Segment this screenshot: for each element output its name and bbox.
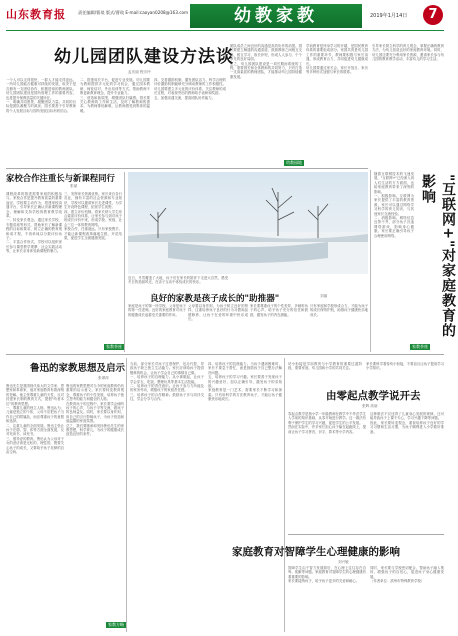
photo-article-byline: 刘丽: [320, 294, 328, 298]
middle-article-col-2: 四、培养孩子的抗挫能力。当孩子遇到困难时，家长不要急于帮忙，而是鼓励孩子自己想办法解决问题。 五、培养孩子的学习兴趣。家长要善于发现孩子的兴趣爱好，加以正确引导，激发孩子的求知欲。 家庭教育是一门艺术，需要家长不断学习和探索。只有用科学的方法教育孩子，才能让孩子健康快乐地成长。: [208, 362, 282, 402]
tag-kindergarten: 幼教园地: [286, 160, 302, 165]
main-article-title: 幼儿园团队建设方法谈: [54, 47, 234, 67]
main-article-col-2: 二、搭建成长平台，促进专业发展。幼儿园要为教师提供多元化的学习机会，通过园本教研、师徒结对、外出培训等方式，帮助教师不断更新教育理念，提升专业能力。 三、营造和谐氛围，增强团队归属感。园长要关心教师的工作和生活，及时了解教师的需求，为教师排忧解难，让教师感受到集体的温暖。: [80, 78, 150, 113]
internet-article-title: "互联网+"对家庭教育的影响: [420, 174, 456, 339]
cooperation-article-title: 家校合作注重长与新课程同行: [6, 173, 115, 183]
section-divider-3: [288, 534, 444, 535]
psychology-article-byline: 刘兴敏: [338, 560, 349, 564]
luxun-col-2: 鲁迅的家教思想对当今的家庭教育仍有重要的启示意义。家长要转变教育观念，尊重孩子的个性发展，培养孩子独立思考的能力和健全的人格。 在教育孩子的过程中，家长要学会倾听孩子的心声，与孩子平等交流，做孩子的良师益友。同时，家长要以身作则，用自己的言行影响孩子，为孩子营造和谐温馨的家庭氛围。 总之，我们要继承和发扬鲁迅先生的家教思想，科学育儿，为孩子的健康成长创造良好的条件。: [66, 384, 124, 437]
psychology-col-1: 智障学生由于智力发展滞后，在心理上往往存在自卑、孤僻等问题。家庭教育对智障学生的心理健康有着重要的影响。 家长要接纳孩子，给予孩子更多的关爱和耐心。: [288, 566, 366, 584]
main-article-col-1: 一个人可以走得很快，一群人才能走得更远。一所幼儿园能否健康可持续的发展，取决于是否拥有一支团结协作、积极进取的教师团队。幼儿园团队建设是园所管理工作的重要内容，也是提升保教质量的关键所在。 一、明确共同愿景，凝聚团队力量。共同的目标是团队凝聚力的源泉，园长要善于引导教师将个人发展目标与园所发展目标有机结合。: [6, 78, 76, 113]
middle-article-col-1: 当前，部分家长对孩子过度保护，包办代替，导致孩子缺乏独立生活能力。家长应该给孩子提供锻炼的机会，让孩子学会自己的事情自己做。 一、培养孩子的自理能力。从小事做起，让孩子学会穿衣、吃饭、整理玩具等基本生活技能。 二、培养孩子的责任意识。让孩子参与力所能及的家务劳动，增强孩子的家庭责任感。 三、培养孩子的合作精神。鼓励孩子多与同伴交往，学会分享与合作。: [130, 362, 204, 402]
right-top-text-2: 家长要科学看待幼小衔接，不要盲目让孩子提前学习小学知识。: [366, 362, 444, 371]
photo-article-col-4: 只有家庭和学校形成合力，才能为孩子的成长保驾护航，助推孩子健康快乐地成长。: [310, 304, 368, 317]
section-divider-1: [6, 168, 368, 169]
section-banner: 幼教家教: [190, 4, 362, 28]
photo-article-col-2: 父母要以身作则，为孩子树立良好的榜样，注重培养孩子良好的行为习惯和品德修养，让孩子在爱的环境中快乐成长。: [188, 304, 248, 322]
cooperation-article-byline: 张斌: [70, 184, 78, 188]
editor-line: 责任编辑/曹琰 版式/曹琰 E-mail:caoyan0208@163.com: [78, 10, 189, 15]
psychology-article-title: 家庭教育对智障学生心理健康的影响: [232, 546, 400, 558]
photo-article-col-1: 家庭是孩子的第一所学校，父母是孩子的第一任老师。良好的家庭教育对孩子的健康成长起着至关重要的作用。: [128, 304, 186, 317]
starting-point-title: 由零起点教学说开去: [326, 390, 421, 402]
tag-family-method: 家教方略: [108, 622, 124, 627]
main-article-col-4: 团队成员之间良好的沟通是高效协作的前提。园长要建立畅通的沟通渠道，鼓励教师之间相互交流、相互学习、取长补短，形成人人参与、个个争先的良好局面。 总之，幼儿园团队建设是一项长期而系统的工程，需要园长和全体教师的共同努力，只有打造一支高素质的教师团队，才能推动幼儿园持续健康发展。: [230, 44, 302, 79]
header-rule: [6, 30, 444, 31]
issue-date: 2019年1月14日: [370, 13, 408, 19]
right-top-text: 幼小衔接是学前教育与小学教育的重要过渡阶段，需要家庭、幼儿园和小学的共同关注。: [288, 362, 362, 371]
side-article-col-2: 引导家长树立科学的育儿观念，掌握正确的教育方法，为幼儿营造良好的家庭教育环境。同时，幼儿园还要充分利用家长资源，邀请家长参与幼儿园的教育教学活动，丰富幼儿的学习生活。: [372, 44, 444, 62]
starting-point-col-2: 这种做法不仅违背了儿童身心发展的规律，还可能导致孩子上课不专心、学习兴趣下降等问题。 因此，家长要转变观念，重视培养孩子良好的学习习惯和生活习惯，为孩子顺利进入小学做好准备。: [370, 412, 444, 434]
cooperation-col-2: 三、发挥家长资源优势。家长来自各行各业，拥有丰富的社会资源和专业知识，学校可以邀请家长走进课堂，为学生开设特色课程，拓宽学生视野。 四、建立评价机制。将家长纳入学生综合素质评价体系，让家长参与到对孩子的成长评价中来，形成学校、家庭、社会三位一体的教育网络。 家校合作，任重道远。只有家校携手，才能让新课程改革落地生根，开花结果，促进学生全面健康发展。: [64, 192, 122, 241]
winter-landscape-photo: [128, 172, 368, 274]
luxun-article-title: 鲁迅的家教思想及启示: [30, 363, 126, 374]
tag-family-tea: 家教茶座: [106, 344, 122, 349]
photo-caption: 近日，冬雪覆盖了大地，孩子们在家长的陪伴下走进大自然，感受冬日的美丽风光，在亲子互动中体验成长的快乐。: [128, 276, 228, 285]
main-article-byline: 孟庆丽 程宗玲: [128, 70, 151, 74]
starting-point-byline: 张辉 高朋: [362, 404, 378, 408]
starting-point-col-1: 零起点教学是指小学一年级教师在教学中不考虑学生入学前的知识基础，从零开始进行教学。这一做法有利于保护学生的学习兴趣，促进学生的公平发展。 然而在实际中，许多家长担心孩子输在起跑线上，提前让孩子学习拼音、识字、算术等小学内容。: [288, 412, 366, 434]
photo-article-col-3: 家长要尊重孩子的个性差异，多倾听孩子的心声，给予孩子充分的信任和鼓励，激发孩子的内在潜能。: [250, 304, 308, 317]
side-article-col-1: 学前教育是终身学习的开端，是国民教育体系的重要组成部分。家园共育是幼儿园工作的重要环节，教师要积极与家长沟通，形成教育合力，共同促进幼儿健康成长。 幼儿园要通过家长会、家长开放日、家访等多种形式加强与家长的联系。: [306, 44, 368, 75]
luxun-article-byline: 张翠萍: [98, 376, 109, 380]
newspaper-logo: 山东教育报: [6, 9, 66, 21]
main-article-col-3: 四、完善激励机制，激发团队活力。科学合理的评价激励机制能够充分调动教师的工作积极性。幼儿园要建立多元化的评价体系，关注教师的成长过程，对表现突出的教师给予表彰和奖励。 五、加强沟通交流，提高团队协作能力。: [154, 78, 226, 100]
photo-article-title: 良好的家教是孩子成长的"助推器": [150, 294, 280, 304]
psychology-col-2: 同时，家长要与学校密切配合，帮助孩子融入集体，增强孩子的自信心，促进孩子身心健康发展。 （作者单位：滨州市特殊教育学校）: [370, 566, 444, 584]
column-rule-2: [370, 170, 371, 352]
luxun-col-1: 鲁迅先生是我国现代伟大的文学家、思想家和革命家，他对家庭教育有着深刻的见解。他主张尊重儿童的天性，反对封建家长制的教育方式，提倡"幼者本位"的教育思想。 一、尊重儿童的独立人格。鲁迅认为，儿童是独立的个体，父母不应把孩子当作自己的附属品，而应尊重孩子的意愿和选择。 二、注重儿童的全面发展。鲁迅主张让孩子在德、智、体等方面全面发展，反对死读书、读死书。 三、倡导爱的教育。鲁迅认为父母对子女的爱应该是无私的、理性的，既要关心孩子的成长，又要给予孩子足够的自由空间。: [6, 384, 64, 455]
tag-internet: 家教茶座: [412, 344, 428, 349]
column-rule-1: [124, 172, 125, 352]
cooperation-col-1: 课程改革的推进需要家庭的积极参与。家校合作是提升教育质量的重要途径，学校要主动作为，搭建家校沟通平台，引导家长正确认识新课程理念，理解和支持学校的教育教学改革。 一、转变家长观念。通过家长学校、专题讲座等形式，帮助家长了解新课程的目标和要求，树立正确的教育观和成才观，不再单纯以分数评价孩子。 二、丰富合作形式。学校可以组织家长参与课堂教学观摩、社会实践活动等，让家长亲身体验新课程的魅力。: [6, 192, 62, 254]
page-number: 7: [423, 5, 443, 25]
column-rule-4: [284, 358, 285, 632]
internet-article-col-1: 随着互联网技术的飞速发展，"互联网+"已经深入到人们生活的方方面面，也给家庭教育带来了深刻的影响。 一、积极影响。互联网为家长提供了丰富的教育资源，家长可以通过网络学习科学的育儿知识，与其他家长交流经验。 二、消极影响。网络信息良莠不齐，部分孩子沉迷网络游戏，影响身心健康。家长要正确引导孩子合理使用网络。: [374, 172, 414, 238]
column-rule-3: [126, 358, 127, 632]
section-divider-2: [6, 354, 444, 355]
